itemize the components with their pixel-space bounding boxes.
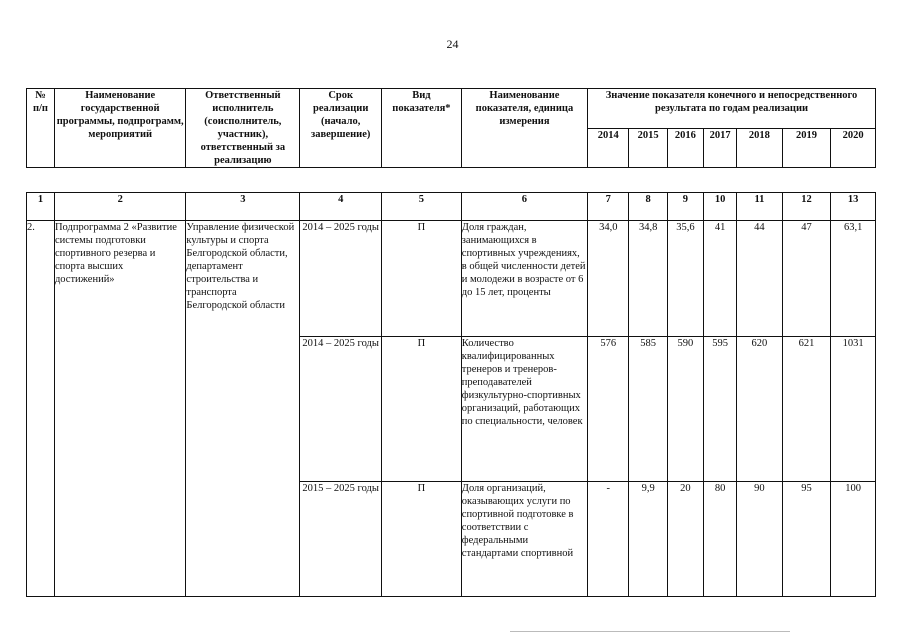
column-number: 9	[667, 193, 703, 221]
program-name: Подпрограмма 2 «Развитие системы подготовки спортивного резерва и спорта высших достижений»	[54, 221, 185, 597]
column-number: 5	[382, 193, 462, 221]
indicator-value: 34,0	[588, 221, 629, 337]
table-row	[27, 221, 876, 337]
header-indicator: Наименование показателя, единица измерения	[461, 89, 587, 168]
indicator-period: 2014 – 2025 годы	[300, 221, 382, 337]
year-cell: 2017	[704, 129, 737, 168]
year-cell: 2015	[629, 129, 667, 168]
indicator-value: 621	[782, 337, 831, 482]
indicator-value: 90	[737, 482, 783, 597]
scan-artifact-line	[510, 631, 790, 634]
indicator-type: П	[382, 337, 462, 482]
column-number: 6	[461, 193, 587, 221]
indicator-value: 35,6	[667, 221, 703, 337]
header-period: Срок реализации (начало, завершение)	[300, 89, 382, 168]
indicator-value: 590	[667, 337, 703, 482]
indicator-value: 620	[737, 337, 783, 482]
header-executor: Ответственный исполнитель (соисполнитель, участник), ответственный за реализацию	[186, 89, 300, 168]
column-number: 11	[737, 193, 783, 221]
executor-name: Управление физической культуры и спорта Белгородской области, департамент строительства и транспорта Белгородской области	[186, 221, 300, 597]
year-cell: 2018	[737, 129, 783, 168]
indicator-value: 585	[629, 337, 667, 482]
indicator-value: 80	[704, 482, 737, 597]
indicator-value: 95	[782, 482, 831, 597]
column-number: 12	[782, 193, 831, 221]
column-number: 4	[300, 193, 382, 221]
column-numbers-row	[27, 193, 876, 221]
row-number: 2.	[27, 221, 55, 597]
indicator-name: Доля организаций, оказывающих услуги по спортивной подготовке в соответствии с федеральными стандартами спортивной	[461, 482, 587, 597]
header-type: Вид показателя*	[382, 89, 462, 168]
column-number: 3	[186, 193, 300, 221]
indicator-period: 2014 – 2025 годы	[300, 337, 382, 482]
indicator-value: 1031	[831, 337, 876, 482]
indicator-type: П	[382, 482, 462, 597]
page-number: 24	[446, 37, 459, 51]
header-values-group: Значение показателя конечного и непосредственного результата по годам реализации	[588, 89, 876, 129]
indicator-value: 100	[831, 482, 876, 597]
column-number: 7	[588, 193, 629, 221]
indicator-value: -	[588, 482, 629, 597]
indicator-period: 2015 – 2025 годы	[300, 482, 382, 597]
indicator-name: Количество квалифицированных тренеров и тренеров-преподавателей физкультурно-спортивных организаций, работающих по специальности, человек	[461, 337, 587, 482]
year-cell: 2016	[667, 129, 703, 168]
indicator-value: 47	[782, 221, 831, 337]
column-number: 8	[629, 193, 667, 221]
indicator-value: 576	[588, 337, 629, 482]
column-number: 2	[54, 193, 185, 221]
indicator-value: 34,8	[629, 221, 667, 337]
header-number: № п/п	[27, 89, 55, 168]
indicator-value: 63,1	[831, 221, 876, 337]
header-row	[27, 89, 876, 129]
indicator-name: Доля граждан, занимающихся в спортивных учреждениях, в общей численности детей и молодежи в возрасте от 6 до 15 лет, проценты	[461, 221, 587, 337]
indicators-table	[26, 88, 876, 597]
year-cell: 2019	[782, 129, 831, 168]
column-number: 1	[27, 193, 55, 221]
year-cell: 2020	[831, 129, 876, 168]
indicator-value: 595	[704, 337, 737, 482]
year-cell: 2014	[588, 129, 629, 168]
indicator-type: П	[382, 221, 462, 337]
indicator-value: 41	[704, 221, 737, 337]
indicator-value: 9,9	[629, 482, 667, 597]
indicator-value: 20	[667, 482, 703, 597]
column-number: 13	[831, 193, 876, 221]
indicator-value: 44	[737, 221, 783, 337]
header-program: Наименование государственной программы, подпрограмм, мероприятий	[54, 89, 185, 168]
column-number: 10	[704, 193, 737, 221]
